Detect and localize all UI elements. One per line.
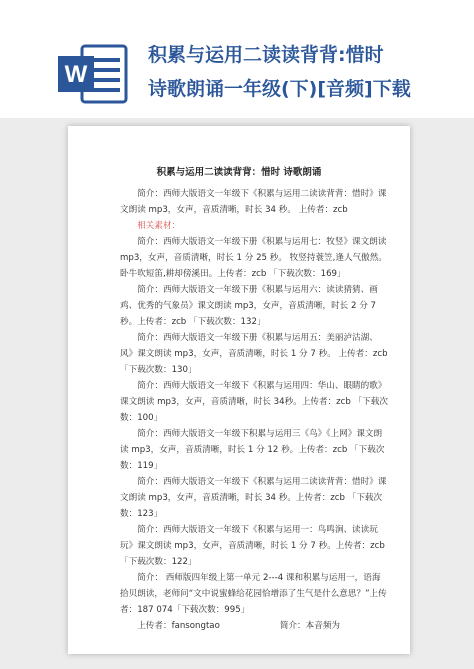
document-page (68, 126, 410, 654)
document-body (120, 186, 388, 634)
svg-text:W: W (64, 61, 88, 88)
page-title (148, 38, 468, 106)
paragraph-item: 简介：西师大版语文一年级下册《积累与运用五：美丽泸沽湖、风》课文朗读 mp3，女声，音质清晰，时长 1 分 7 秒。 上传者：zcb 「下载次数：130」 (120, 333, 388, 375)
paragraph-item: 简介：西师大版语文一年级下积累与运用三《鸟》《上网》课文朗读 mp3，女声，音质清晰，时长 1 分 12 秒。上传者：zcb 「下载次数：119」 (120, 429, 385, 471)
uploader-text: 上传者：fansongtao (137, 621, 220, 631)
document-title: 积累与运用二读读背背：惜时 诗歌朗诵 (156, 167, 322, 178)
paragraph-item: 简介：西师大版语文一年级下册《积累与运用七：牧竖》课文朗读 mp3，女声，音质清晰，时长 1 分 25 秒。 牧竖持蓑笠,逢人气傲然。卧牛吹短笛,耕却傍溪田。上传者：zcb 「下载次数：169」 (120, 237, 387, 279)
title-line-2: 诗歌朗诵一年级(下)[音频]下载 (148, 78, 411, 100)
uploader-line (120, 618, 388, 634)
intro-end-text: 简介：本音频为 (279, 621, 341, 631)
paragraph-item: 简介：西师大版语文一年级下《积累与运用一：鸟鸣涧、读读玩玩》课文朗读 mp3，女声，音质清晰，时长 1 分 7 秒。上传者：zcb 「下载次数：122」 (120, 525, 385, 567)
paragraph-intro: 简介：西师大版语文一年级下《积累与运用二读读背背：惜时》课文朗读 mp3，女声，音质清晰，时长 34 秒。 上传者：zcb (120, 189, 387, 215)
related-heading: 相关素材： (137, 221, 181, 231)
paragraph-item: 简介： 西师版四年级上第一单元 2---4 课和积累与运用一，语海拾贝朗读，老师问“文中说蜜蜂给花园恰增添了生气是什么意思？”上传者：187 074「下载次数：995」 (120, 573, 387, 615)
header (0, 0, 474, 120)
paragraph-item: 简介：西师大版语文一年级下册《积累与运用六：读读猜猜、画鸡、优秀的气象员》课文朗读 mp3，女声，音质清晰，时长 2 分 7 秒。上传者：zcb 「下载次数：132」 (120, 285, 378, 327)
word-document-icon (58, 44, 128, 104)
title-line-1: 积累与运用二读读背背:惜时 (148, 44, 384, 66)
paragraph-item: 简介：西师大版语文一年级下《积累与运用二读读背背：惜时》课文朗读 mp3，女声，音质清晰，时长 34 秒。上传者：zcb 「下载次数：123」 (120, 477, 387, 519)
paragraph-item: 简介：西师大版语文一年级下《积累与运用四：华山、眼睛的歌》课文朗读 mp3，女声，音质清晰，时长 34秒。上传者：zcb 「下载次数：100」 (120, 381, 388, 423)
